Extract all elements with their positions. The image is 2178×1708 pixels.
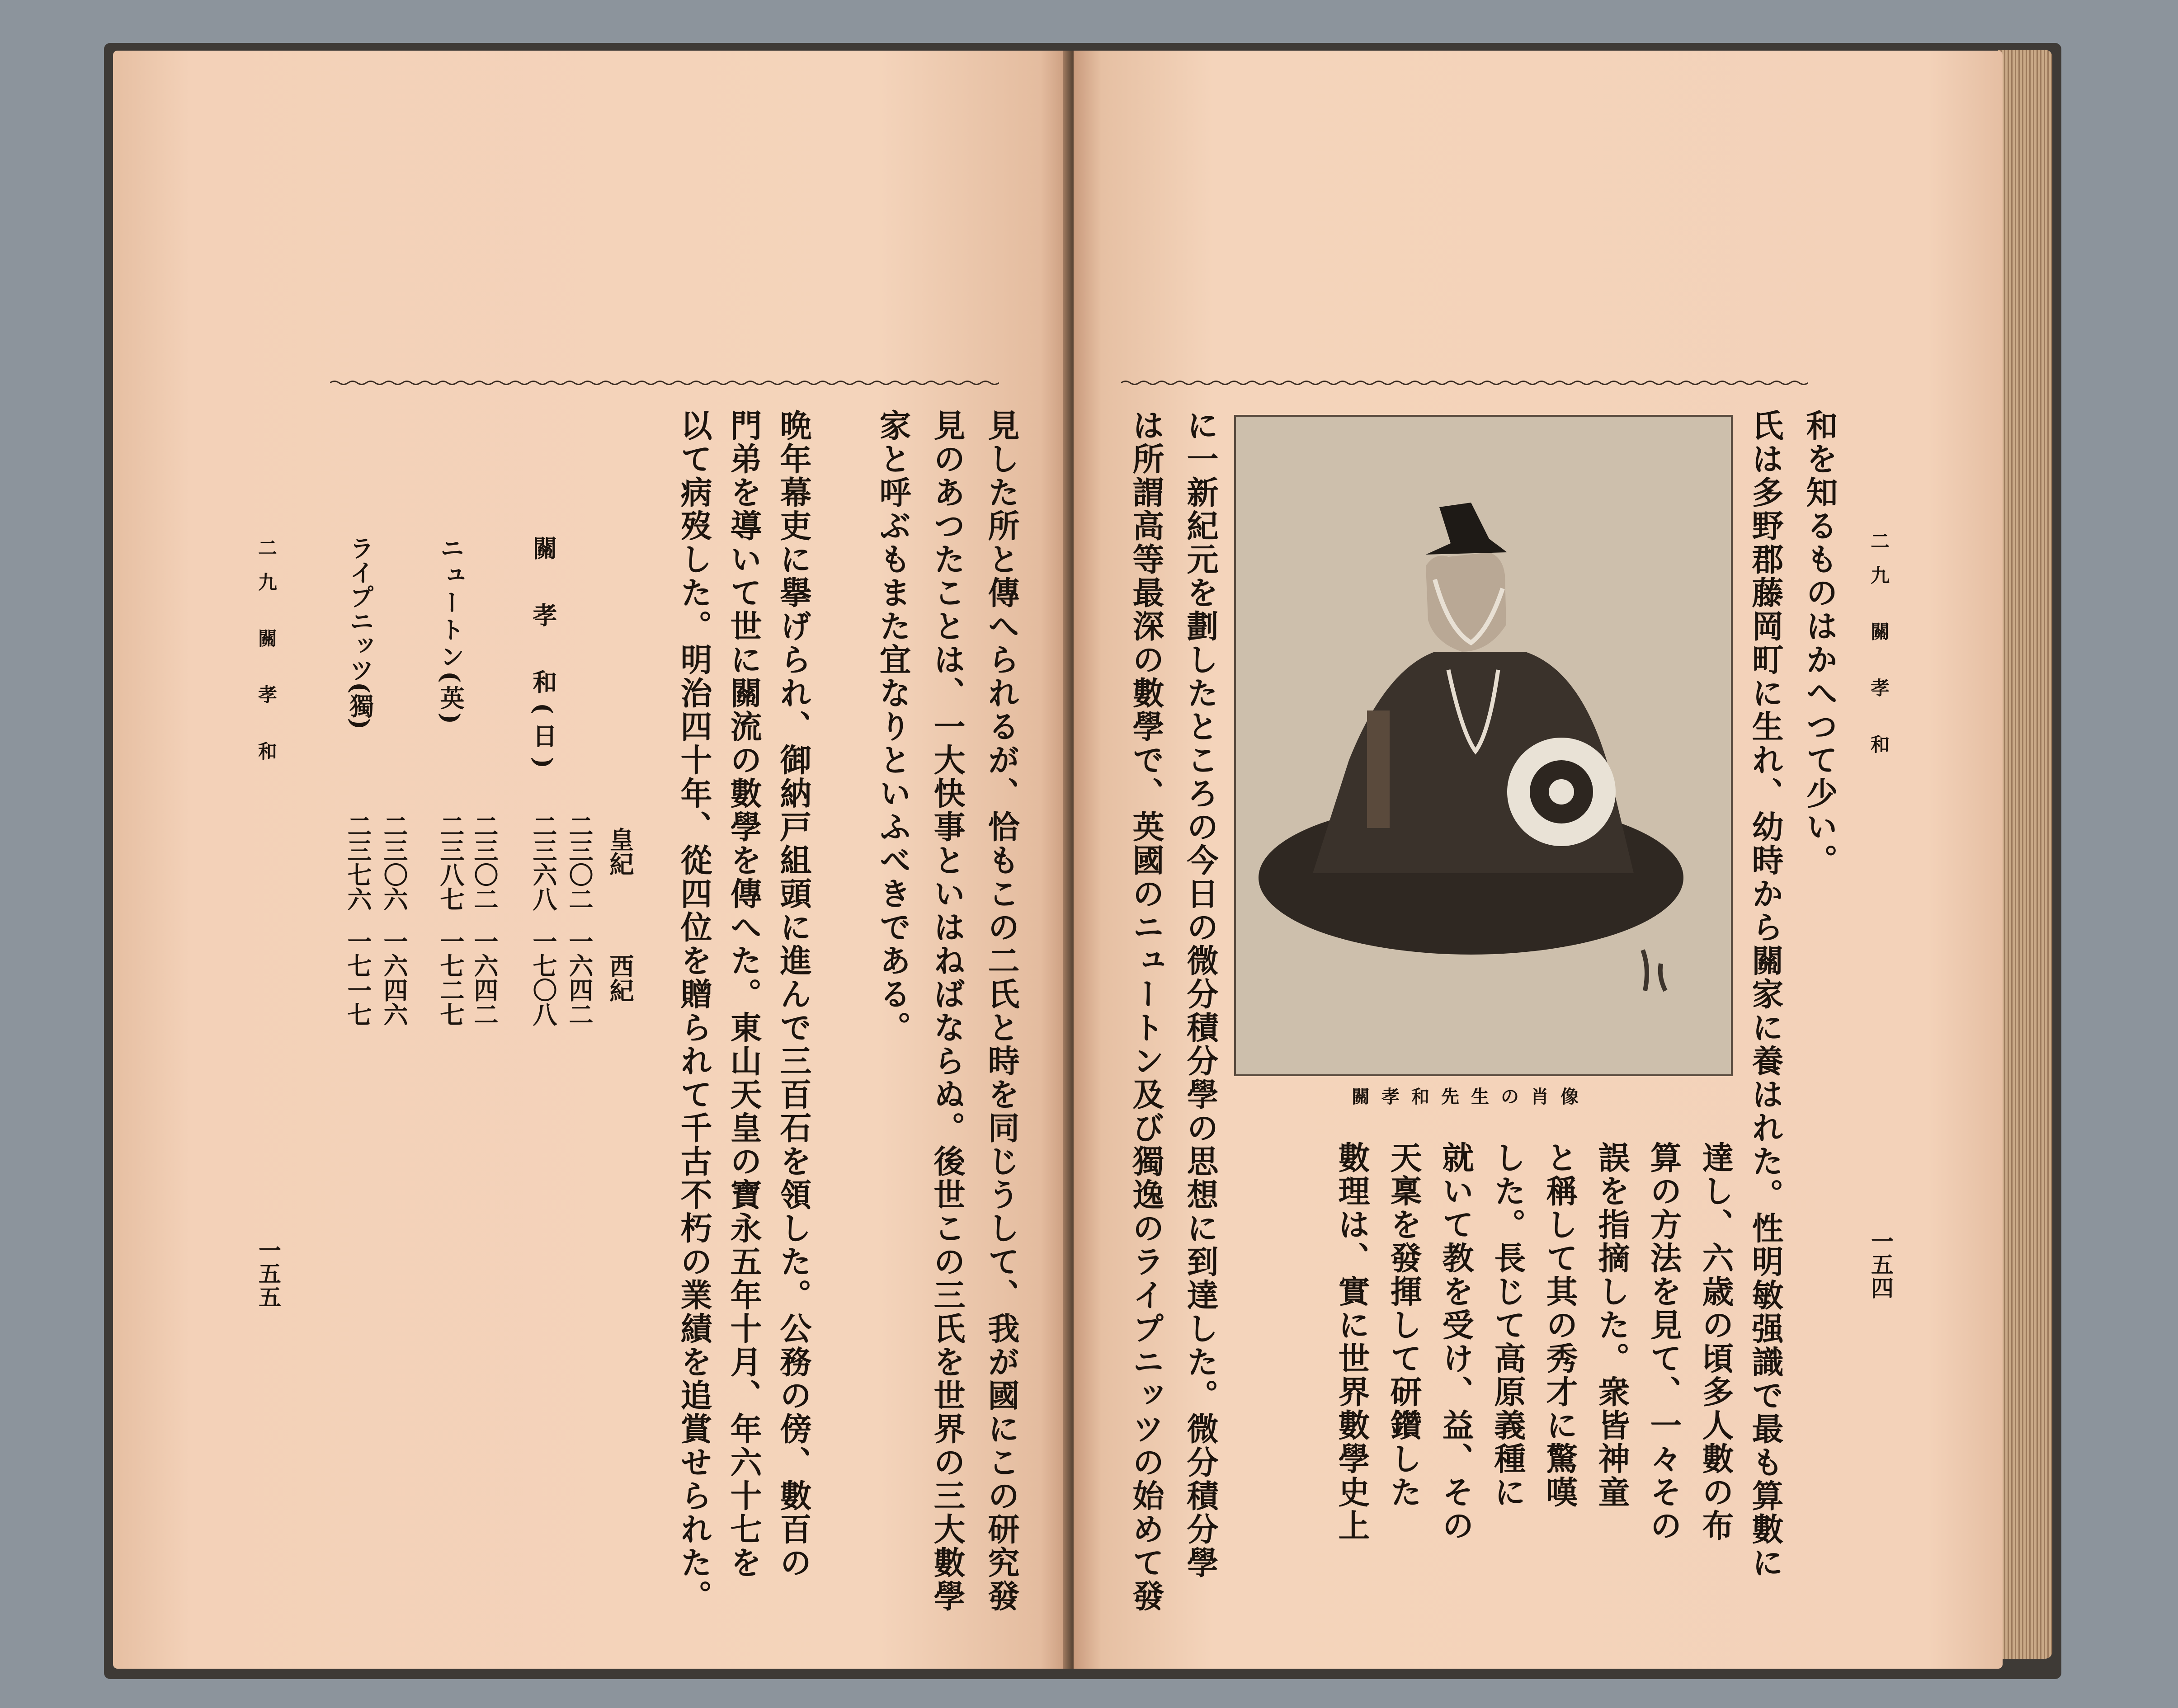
right-text-column: 天稟を發揮して研鑽した: [1385, 1141, 1423, 1509]
table-header-koki: 皇紀: [606, 827, 635, 876]
left-text-column: 以て病歿した。明治四十年、從四位を贈られて千古不朽の業績を追賞せられた。: [675, 409, 713, 1613]
page-number: 一五五: [255, 1238, 282, 1309]
portrait-caption: 關孝和先生の肖像: [1352, 1086, 1590, 1107]
table-cell-koki: 二三七六: [344, 814, 372, 911]
right-text-column: 就いて教を受け、益、その: [1437, 1141, 1475, 1543]
table-cell-seiki: 一七一七: [344, 929, 372, 1026]
portrait-image: [1234, 415, 1733, 1076]
table-row-name: ニュートン(英): [436, 536, 465, 727]
right-text-column: した。長じて高原義種に: [1489, 1141, 1527, 1509]
table-cell-seiki: 一六四二: [470, 929, 499, 1026]
table-cell-seiki: 一七二七: [436, 929, 465, 1026]
page-number: 一五四: [1867, 1229, 1894, 1300]
left-text-column: 見した所と傳へられるが、恰もこの二氏と時を同じうして、我が國にこの研究發: [983, 409, 1020, 1613]
right-text-column: 數理は、實に世界數學史上: [1333, 1141, 1371, 1543]
table-cell-koki: 二三〇二: [470, 814, 499, 911]
table-cell-seiki: 一七〇八: [529, 929, 558, 1026]
table-row-name: 關 孝 和(日): [529, 536, 558, 778]
left-text-column: 見のあつたことは、一大快事といはねばならぬ。後世この三氏を世界の三大數學: [929, 409, 966, 1613]
seated-scholar-figure: [1236, 417, 1731, 1074]
table-cell-koki: 二三〇六: [380, 814, 409, 911]
right-rule: [1121, 380, 1808, 386]
table-cell-seiki: 一六四二: [565, 929, 594, 1026]
running-head: 二九 關 孝 和: [255, 538, 278, 776]
right-text-column: 誤を指摘した。衆皆神童: [1593, 1141, 1631, 1509]
left-text-column: 門弟を導いて世に關流の數學を傳へた。東山天皇の寶永五年十月、年六十七を: [725, 409, 763, 1580]
right-text-column: 和を知るものはかへつて少い。: [1801, 409, 1839, 877]
page-edges: [1998, 50, 2052, 1659]
right-text-column: に一新紀元を劃したところの今日の微分積分學の思想に到達した。微分積分學: [1182, 409, 1219, 1580]
table-cell-koki: 二三〇二: [565, 814, 594, 911]
table-cell-seiki: 一六四六: [380, 929, 409, 1026]
right-text-column: は所謂高等最深の數學で、英國のニュートン及び獨逸のライプニッツの始めて發: [1127, 409, 1165, 1613]
table-header-seiki: 西紀: [606, 954, 635, 1002]
right-text-column: 算の方法を見て、一々その: [1645, 1141, 1683, 1543]
right-text-column: と稱して其の秀才に驚嘆: [1541, 1141, 1579, 1509]
running-head: 二九 關 孝 和: [1868, 531, 1890, 769]
right-text-column: 達し、六歳の頃多人數の布: [1697, 1141, 1735, 1543]
left-rule: [330, 380, 999, 386]
left-text-column: 晩年幕吏に擧げられ、御納戸組頭に進んで三百石を領した。公務の傍、數百の: [775, 409, 812, 1580]
table-cell-koki: 二三八七: [436, 814, 465, 911]
left-text-column: 家と呼ぶもまた宜なりといふべきである。: [874, 409, 912, 1045]
right-text-column: 氏は多野郡藤岡町に生れ、幼時から關家に養はれた。性明敏强識で最も算數に: [1747, 409, 1784, 1580]
table-row-name: ライプニッツ(獨): [346, 536, 375, 730]
table-cell-koki: 二三六八: [529, 814, 558, 911]
